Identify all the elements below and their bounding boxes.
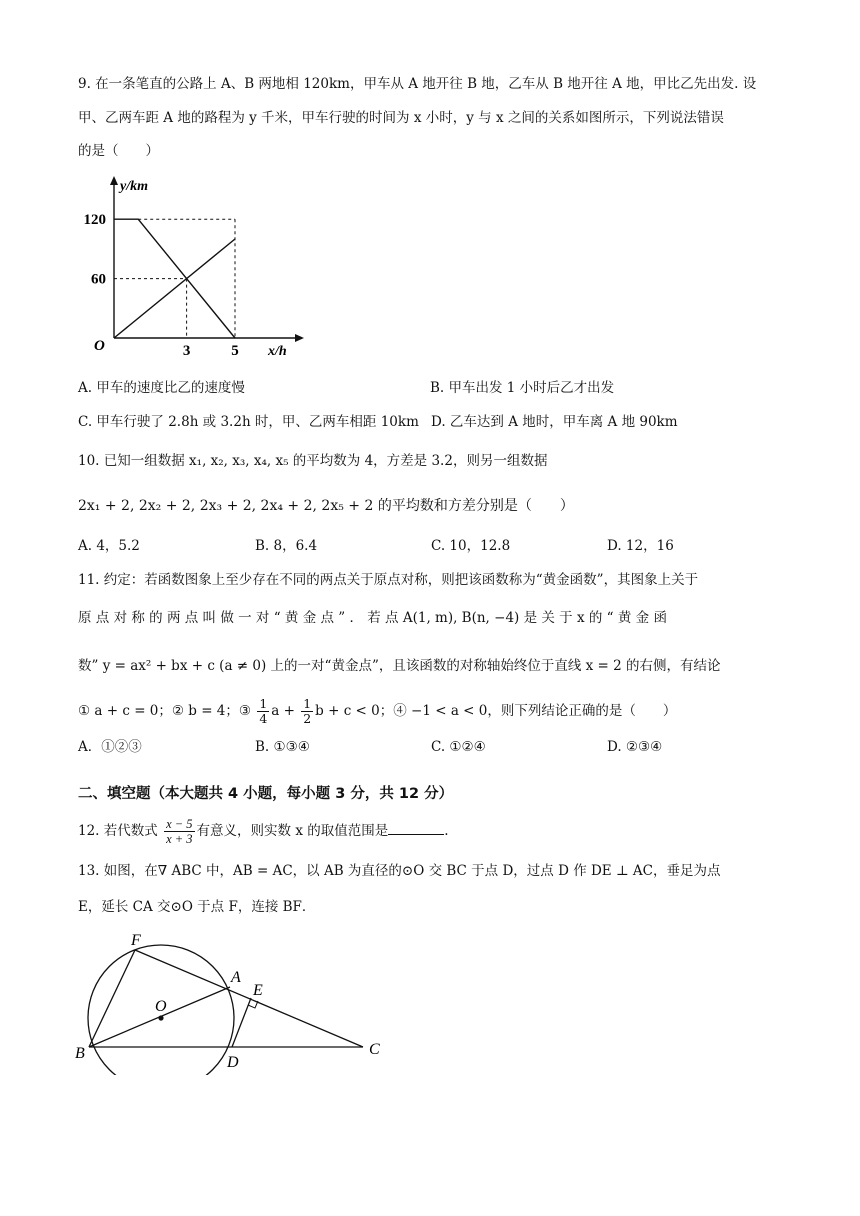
q9-option-b: B. 甲车出发 1 小时后乙才出发 [430,380,615,396]
label-a: A [231,969,241,986]
label-o: O [155,998,167,1015]
q9-line1: 9. 在一条笔直的公路上 A、B 两地相 120km，甲车从 A 地开往 B 地，乙车从 B 地开往 A 地，甲比乙先出发. 设 [78,76,757,92]
q9-option-d: D. 乙车达到 A 地时，甲车离 A 地 90km [431,414,678,430]
q10-option-b: B. 8，6.4 [255,538,318,554]
q11-fraction-half [301,697,313,726]
q11-option-b: B. ①③④ [255,739,310,755]
y-axis-arrow [110,176,118,185]
q10-line2: 2x₁ + 2, 2x₂ + 2, 2x₃ + 2, 2x₄ + 2, 2x₅ + 2 的平均数和方差分别是（ ） [78,498,574,514]
q11-line1: 11. 约定：若函数图象上至少存在不同的两点关于原点对称，则把该函数称为“黄金函数”，其图象上关于 [78,572,699,588]
section-fill-in-heading: 二、填空题（本大题共 4 小题，每小题 3 分，共 12 分） [78,786,454,802]
q9-line3: 的是（ ） [78,143,159,159]
q12-end: . [444,823,449,839]
q9-option-c: C. 甲车行驶了 2.8h 或 3.2h 时，甲、乙两车相距 10km [78,414,419,430]
x-tick-label-5: 5 [231,343,239,359]
x-tick-label-3: 3 [182,343,191,359]
q12-numerator: x − 5 [166,817,193,831]
label-f: F [131,932,141,949]
q11-option-d: D. ②③④ [607,739,663,755]
q11-line4 [78,694,676,728]
y-tick-label-120: 120 [83,212,106,229]
q12-fraction [164,817,194,846]
q12-denominator: x + 3 [166,832,193,846]
q13-line2: E，延长 CA 交⊙O 于点 F，连接 BF． [78,899,316,915]
q10-option-a: A. 4，5.2 [78,538,140,554]
q11-line4-post: b + c < 0；④ −1 < a < 0，则下列结论正确的是（ ） [315,703,677,719]
q11-frac1-denominator: 4 [259,711,268,726]
q11-option-a: A．①②③ [78,739,142,755]
q11-fraction-quarter [257,697,269,726]
q12-post: 有意义，则实数 x 的取值范围是 [196,823,389,839]
q12-answer-blank[interactable] [388,822,444,835]
q11-line4-mid: a + [271,703,295,719]
label-e: E [253,982,263,999]
segment-fc [135,950,363,1047]
series-line-2 [114,239,235,338]
q12-line [78,814,449,848]
origin-label: O [94,338,105,354]
y-tick-label-60: 60 [91,271,106,288]
q11-line3: 数” y = ax² + bx + c (a ≠ 0) 上的一对“黄金点”，且该函数的对称轴始终位于直线 x = 2 的右侧，有结论 [78,658,721,674]
q11-frac1-numerator: 1 [259,696,268,711]
q13-line1: 13. 如图，在∇ ABC 中，AB = AC，以 AB 为直径的⊙O 交 BC 于点 D，过点 D 作 DE ⊥ AC，垂足为点 [78,863,721,879]
q13-geometry-figure [70,925,400,1075]
x-axis-arrow [295,334,304,342]
q10-line1: 10. 已知一组数据 x₁, x₂, x₃, x₄, x₅ 的平均数为 4，方差是 3.2，则另一组数据 [78,453,548,469]
q9-option-a: A. 甲车的速度比乙的速度慢 [78,380,245,396]
center-point-o [158,1015,163,1020]
q10-option-c: C. 10，12.8 [431,538,511,554]
q9-line2: 甲、乙两车距 A 地的路程为 y 千米，甲车行驶的时间为 x 小时，y 与 x 之间的关系如图所示，下列说法错误 [78,110,724,126]
x-axis-label: x/h [268,344,287,359]
y-axis-label: y/km [120,179,148,194]
label-b: B [75,1045,85,1062]
q12-pre: 12. 若代数式 [78,823,158,839]
q11-frac2-denominator: 2 [303,711,312,726]
q10-option-d: D. 12，16 [607,538,674,554]
label-c: C [369,1041,380,1058]
q11-option-c: C. ①②④ [431,739,486,755]
q11-line2: 原 点 对 称 的 两 点 叫 做 一 对 “ 黄 金 点 ” ． 若 点 A(1, m), B(n, −4) 是 关 于 x 的 “ 黄 金 函 [78,610,667,626]
label-d: D [227,1054,239,1071]
q11-line4-pre: ① a + c = 0；② b = 4；③ [78,703,252,719]
q9-graph [78,172,308,367]
q11-frac2-numerator: 1 [303,696,312,711]
